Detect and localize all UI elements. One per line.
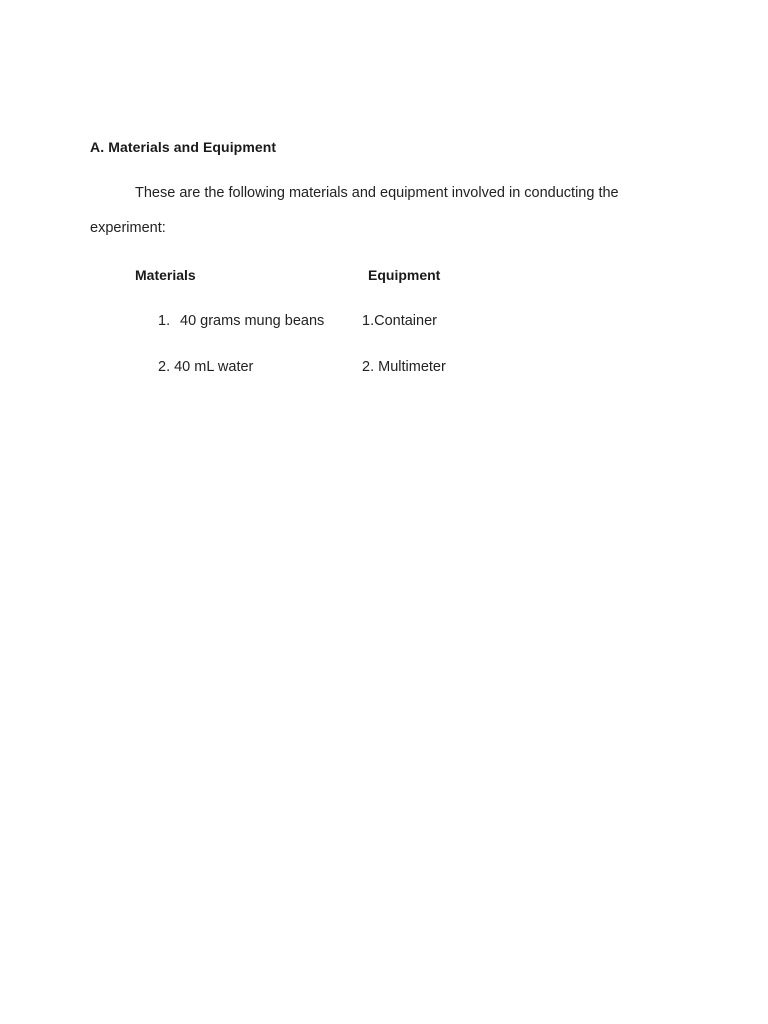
materials-item-text: 40 grams mung beans <box>180 313 325 329</box>
materials-header: Materials <box>135 267 196 283</box>
equipment-item: 2. Multimeter <box>362 359 446 375</box>
equipment-header: Equipment <box>368 267 441 283</box>
section-heading: A. Materials and Equipment <box>90 139 277 155</box>
equipment-item: 1.Container <box>362 313 437 329</box>
intro-paragraph-line-1: These are the following materials and equipment involved in conducting the <box>135 185 619 201</box>
materials-item: 2. 40 mL water <box>158 359 254 375</box>
list-number: 1. <box>158 313 171 329</box>
intro-paragraph-line-2: experiment: <box>90 220 166 236</box>
materials-item <box>158 313 324 329</box>
